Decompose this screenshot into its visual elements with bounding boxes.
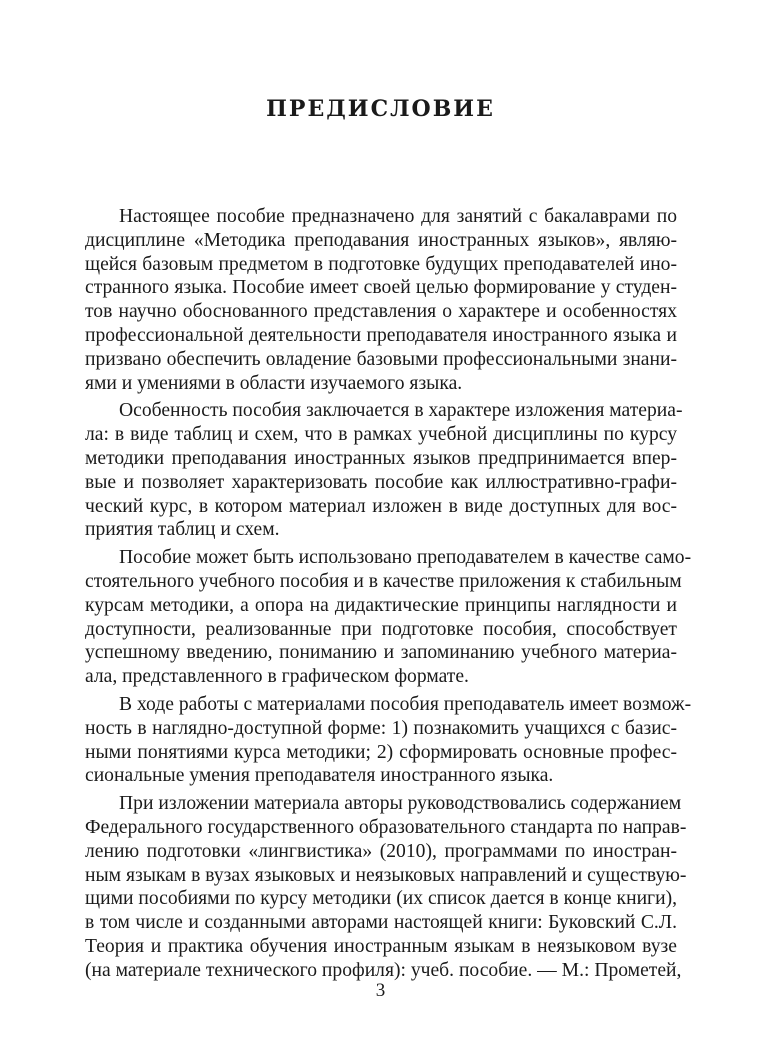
text-line: сиональные умения преподавателя иностранного языка. <box>85 765 554 787</box>
page-title: ПРЕДИСЛОВИЕ <box>266 96 495 122</box>
text-line: стоятельного учебного пособия и в качестве приложения к стабильным <box>85 570 682 592</box>
text-line: в том числе и созданными авторами настоящей книги: Буковский С.Л. <box>85 912 677 934</box>
text-line: вые и позволяет характеризовать пособие как иллюстративно-графи- <box>85 471 677 493</box>
text-line: щими пособиями по курсу методики (их список дается в конце книги), <box>85 888 677 910</box>
text-line: ными понятиями курса методики; 2) сформировать основные профес- <box>85 741 677 763</box>
text-line: Пособие может быть использовано преподавателем в качестве само- <box>119 547 692 569</box>
text-line: ность в наглядно-доступной форме: 1) познакомить учащихся с базис- <box>85 717 677 739</box>
text-line: приятия таблиц и схем. <box>85 519 280 541</box>
paragraph <box>85 399 683 542</box>
text-line: лению подготовки «лингвистика» (2010), программами по иностран- <box>85 840 677 862</box>
text-line: ным языкам в вузах языковых и неязыковых направлений и существую- <box>85 864 687 886</box>
text-line: ала, представленного в графическом формате. <box>85 666 469 688</box>
text-line: ла: в виде таблиц и схем, что в рамках учебной дисциплины по курсу <box>85 424 677 446</box>
text-line: профессиональной деятельности преподавателя иностранного языка и <box>85 324 677 346</box>
text-line: успешному введению, пониманию и запоминанию учебного материа- <box>85 642 677 664</box>
text-line: щейся базовым предметом в подготовке будущих преподавателей ино- <box>85 253 677 275</box>
text-line: Теория и практика обучения иностранным языкам в неязыковом вузе <box>85 935 677 957</box>
text-line: При изложении материала авторы руководствовались содержанием <box>119 793 682 815</box>
text-line: тов научно обоснованного представления о характере и особенностях <box>85 301 677 323</box>
text-line: призвано обеспечить овладение базовыми профессиональными знани- <box>85 348 677 370</box>
text-line: ческий курс, в котором материал изложен в виде доступных для вос- <box>85 495 677 517</box>
text-line: Федерального государственного образовательного стандарта по направ- <box>85 816 687 838</box>
text-line: курсам методики, а опора на дидактические принципы наглядности и <box>85 594 677 616</box>
page-number: 3 <box>375 980 386 1001</box>
text-line: странного языка. Пособие имеет своей целью формирование у студен- <box>85 277 677 299</box>
text-line: доступности, реализованные при подготовке пособия, способствует <box>85 618 677 640</box>
paragraph <box>85 205 677 395</box>
text-line: В ходе работы с материалами пособия преподаватель имеет возмож- <box>119 693 692 715</box>
text-line: Особенность пособия заключается в характере изложения материа- <box>119 400 683 422</box>
text-line: ями и умениями в области изучаемого языка. <box>85 372 463 394</box>
text-line: (на материале технического профиля): учеб. пособие. — М.: Прометей, <box>85 959 682 981</box>
paragraph <box>85 546 692 689</box>
body-text <box>85 205 692 983</box>
text-line: Настоящее пособие предназначено для занятий с бакалаврами по <box>119 206 677 227</box>
paragraph <box>85 792 687 982</box>
text-line: методики преподавания иностранных языков предпринимается впер- <box>85 447 677 469</box>
text-line: дисциплине «Методика преподавания иностранных языков», являю- <box>85 229 677 251</box>
paragraph <box>85 693 692 788</box>
